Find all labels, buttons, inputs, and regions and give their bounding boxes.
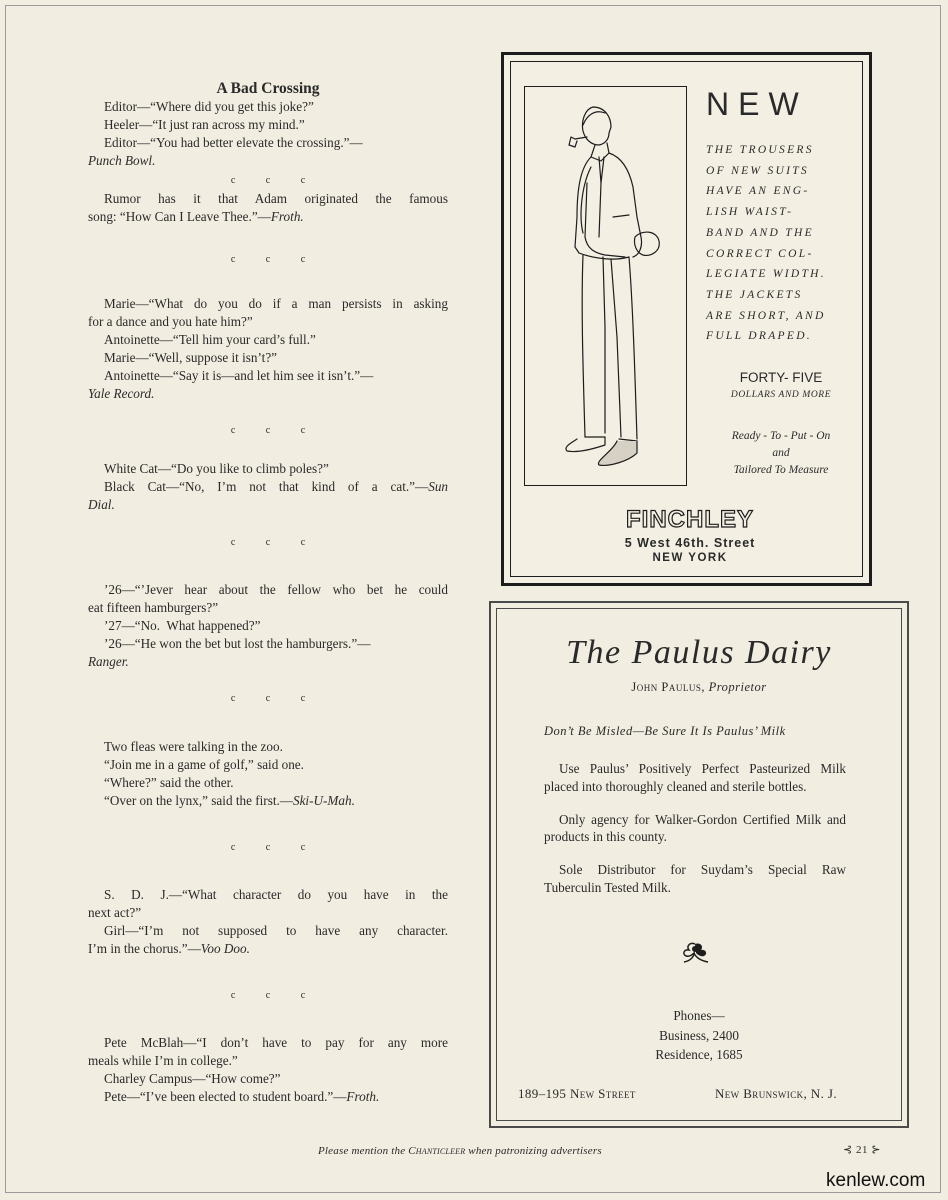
joke-line: meals while I’m in college.”: [88, 1053, 238, 1068]
joke-source: Punch Bowl.: [88, 153, 156, 168]
joke-source: Sun: [428, 479, 448, 494]
joke-text: I’m in the chorus.”—: [88, 941, 201, 956]
joke-source: Yale Record.: [88, 386, 155, 401]
joke-line: [88, 208, 448, 226]
section-separator: c c c: [230, 175, 306, 186]
phone-residence: Residence, 1685: [655, 1047, 743, 1063]
joke-line: Antoinette—“Say it is—and let him see it isn’t.”—: [104, 368, 374, 383]
section-separator: c c c: [230, 537, 306, 548]
section-separator: c c c: [230, 254, 306, 265]
joke-source: Voo Doo.: [200, 941, 250, 956]
ad-copy-line: LEGIATE WIDTH.: [706, 268, 826, 281]
joke-line: next act?”: [88, 905, 142, 920]
ad-price-subtext: DOLLARS AND MORE: [730, 390, 832, 400]
page-number: ⊰ 21 ⊱: [843, 1144, 881, 1156]
ad-copy: [706, 140, 844, 347]
joke-line: S. D. J.—“What character do you have in the: [104, 887, 448, 902]
joke-line: Rumor has it that Adam originated the famous: [104, 191, 448, 206]
joke-line: ’26—“’Jever hear about the fellow who bet he could: [104, 582, 448, 597]
joke-source: Froth.: [270, 209, 304, 224]
dairy-paragraph: Use Paulus’ Positively Perfect Pasteurized Milk placed into thoroughly cleaned and sterile bottles.: [544, 761, 846, 794]
joke-text: “Over on the lynx,” said the first.—: [104, 793, 293, 808]
joke-line: [88, 478, 448, 496]
joke-text: song: “How Can I Leave Thee.”—: [88, 209, 271, 224]
joke-line: Marie—“Well, suppose it isn’t?”: [104, 350, 278, 365]
joke-line: [88, 940, 448, 958]
joke-line: “Join me in a game of golf,” said one.: [104, 757, 304, 772]
joke-line: [88, 1088, 448, 1106]
joke-source: Dial.: [88, 497, 115, 512]
section-separator: c c c: [230, 990, 306, 1001]
joke-line: White Cat—“Do you like to climb poles?”: [104, 461, 329, 476]
joke-line: “Where?” said the other.: [104, 775, 234, 790]
ad-copy-line: BAND AND THE: [706, 226, 814, 239]
dairy-title: The Paulus Dairy: [566, 634, 832, 671]
ad-copy-line: OF NEW SUITS: [706, 164, 809, 177]
page-number-value: 21: [855, 1144, 868, 1156]
joke-line: Marie—“What do you do if a man persists in asking: [104, 296, 448, 311]
ad-copy-line: HAVE AN ENG-: [706, 185, 810, 198]
illustration-frame: [524, 86, 687, 486]
finchley-brand: FINCHLEY: [626, 506, 754, 533]
joke-source: Ski-U-Mah.: [292, 793, 355, 808]
column-title: A Bad Crossing: [216, 80, 320, 97]
joke-line: Editor—“Where did you get this joke?”: [104, 99, 314, 114]
leaf-ornament-icon: [678, 940, 712, 966]
phone-business: Business, 2400: [659, 1027, 739, 1043]
availability-line: Tailored To Measure: [733, 464, 829, 476]
ad-copy-line: ARE SHORT, AND: [706, 309, 826, 322]
joke-line: Pete McBlah—“I don’t have to pay for any more: [104, 1035, 448, 1050]
ad-headline: NEW: [706, 86, 808, 122]
joke-line: Heeler—“It just ran across my mind.”: [104, 117, 305, 132]
dairy-slogan: Don’t Be Misled—Be Sure It Is Paulus’ Milk: [544, 724, 786, 738]
joke-source: Froth.: [346, 1089, 380, 1104]
dairy-body: [544, 760, 846, 912]
proprietor-role: Proprietor: [708, 680, 767, 694]
availability-line: and: [772, 447, 790, 459]
section-separator: c c c: [230, 842, 306, 853]
footer-note-post: when patronizing advertisers: [465, 1145, 602, 1157]
dairy-street-address: 189–195 New Street: [518, 1086, 636, 1101]
joke-line: ’26—“He won the bet but lost the hamburgers.”—: [104, 636, 371, 651]
joke-line: Two fleas were talking in the zoo.: [104, 739, 283, 754]
footer-note-pre: Please mention the: [318, 1145, 409, 1157]
joke-line: ’27—“No. What happened?”: [104, 618, 261, 633]
joke-text: Pete—“I’ve been elected to student board.”—: [104, 1089, 347, 1104]
proprietor-name: John Paulus,: [631, 680, 705, 694]
footer-note: [318, 1145, 602, 1157]
ad-copy-line: THE JACKETS: [706, 288, 803, 301]
dairy-paragraph: Sole Distributor for Suydam’s Special Raw Tuberculin Tested Milk.: [544, 862, 846, 895]
ad-availability: [700, 428, 862, 479]
section-separator: c c c: [230, 693, 306, 704]
joke-line: Girl—“I’m not supposed to have any character.: [104, 923, 448, 938]
phones-label: Phones—: [673, 1008, 725, 1023]
availability-line: Ready - To - Put - On: [731, 430, 831, 442]
joke-line: eat fifteen hamburgers?”: [88, 600, 219, 615]
dairy-city: New Brunswick, N. J.: [715, 1086, 837, 1101]
joke-line: for a dance and you hate him?”: [88, 314, 253, 329]
joke-line: Editor—“You had better elevate the crossing.”—: [104, 135, 363, 150]
ad-price: FORTY- FIVE: [739, 370, 823, 385]
dairy-proprietor: [489, 680, 909, 695]
ad-copy-line: CORRECT COL-: [706, 247, 814, 260]
man-in-suit-illustration: [525, 87, 688, 487]
joke-line: Antoinette—“Tell him your card’s full.”: [104, 332, 316, 347]
magazine-name: Chanticleer: [408, 1145, 466, 1157]
site-watermark: kenlew.com: [826, 1170, 926, 1191]
dairy-paragraph: Only agency for Walker-Gordon Certified Milk and products in this county.: [544, 811, 846, 845]
dairy-phones: [489, 1006, 909, 1065]
joke-text: Black Cat—“No, I’m not that kind of a cat.”—: [104, 479, 429, 494]
joke-line: [88, 792, 448, 810]
joke-line: Charley Campus—“How come?”: [104, 1071, 281, 1086]
finchley-address: 5 West 46th. Street: [624, 536, 756, 550]
joke-source: Ranger.: [88, 654, 129, 669]
finchley-city: NEW YORK: [652, 552, 728, 564]
ad-copy-line: LISH WAIST-: [706, 206, 794, 219]
ad-copy-line: THE TROUSERS: [706, 144, 814, 156]
jokes-column: [88, 80, 448, 1106]
section-separator: c c c: [230, 425, 306, 436]
ad-copy-line: FULL DRAPED.: [706, 330, 812, 343]
